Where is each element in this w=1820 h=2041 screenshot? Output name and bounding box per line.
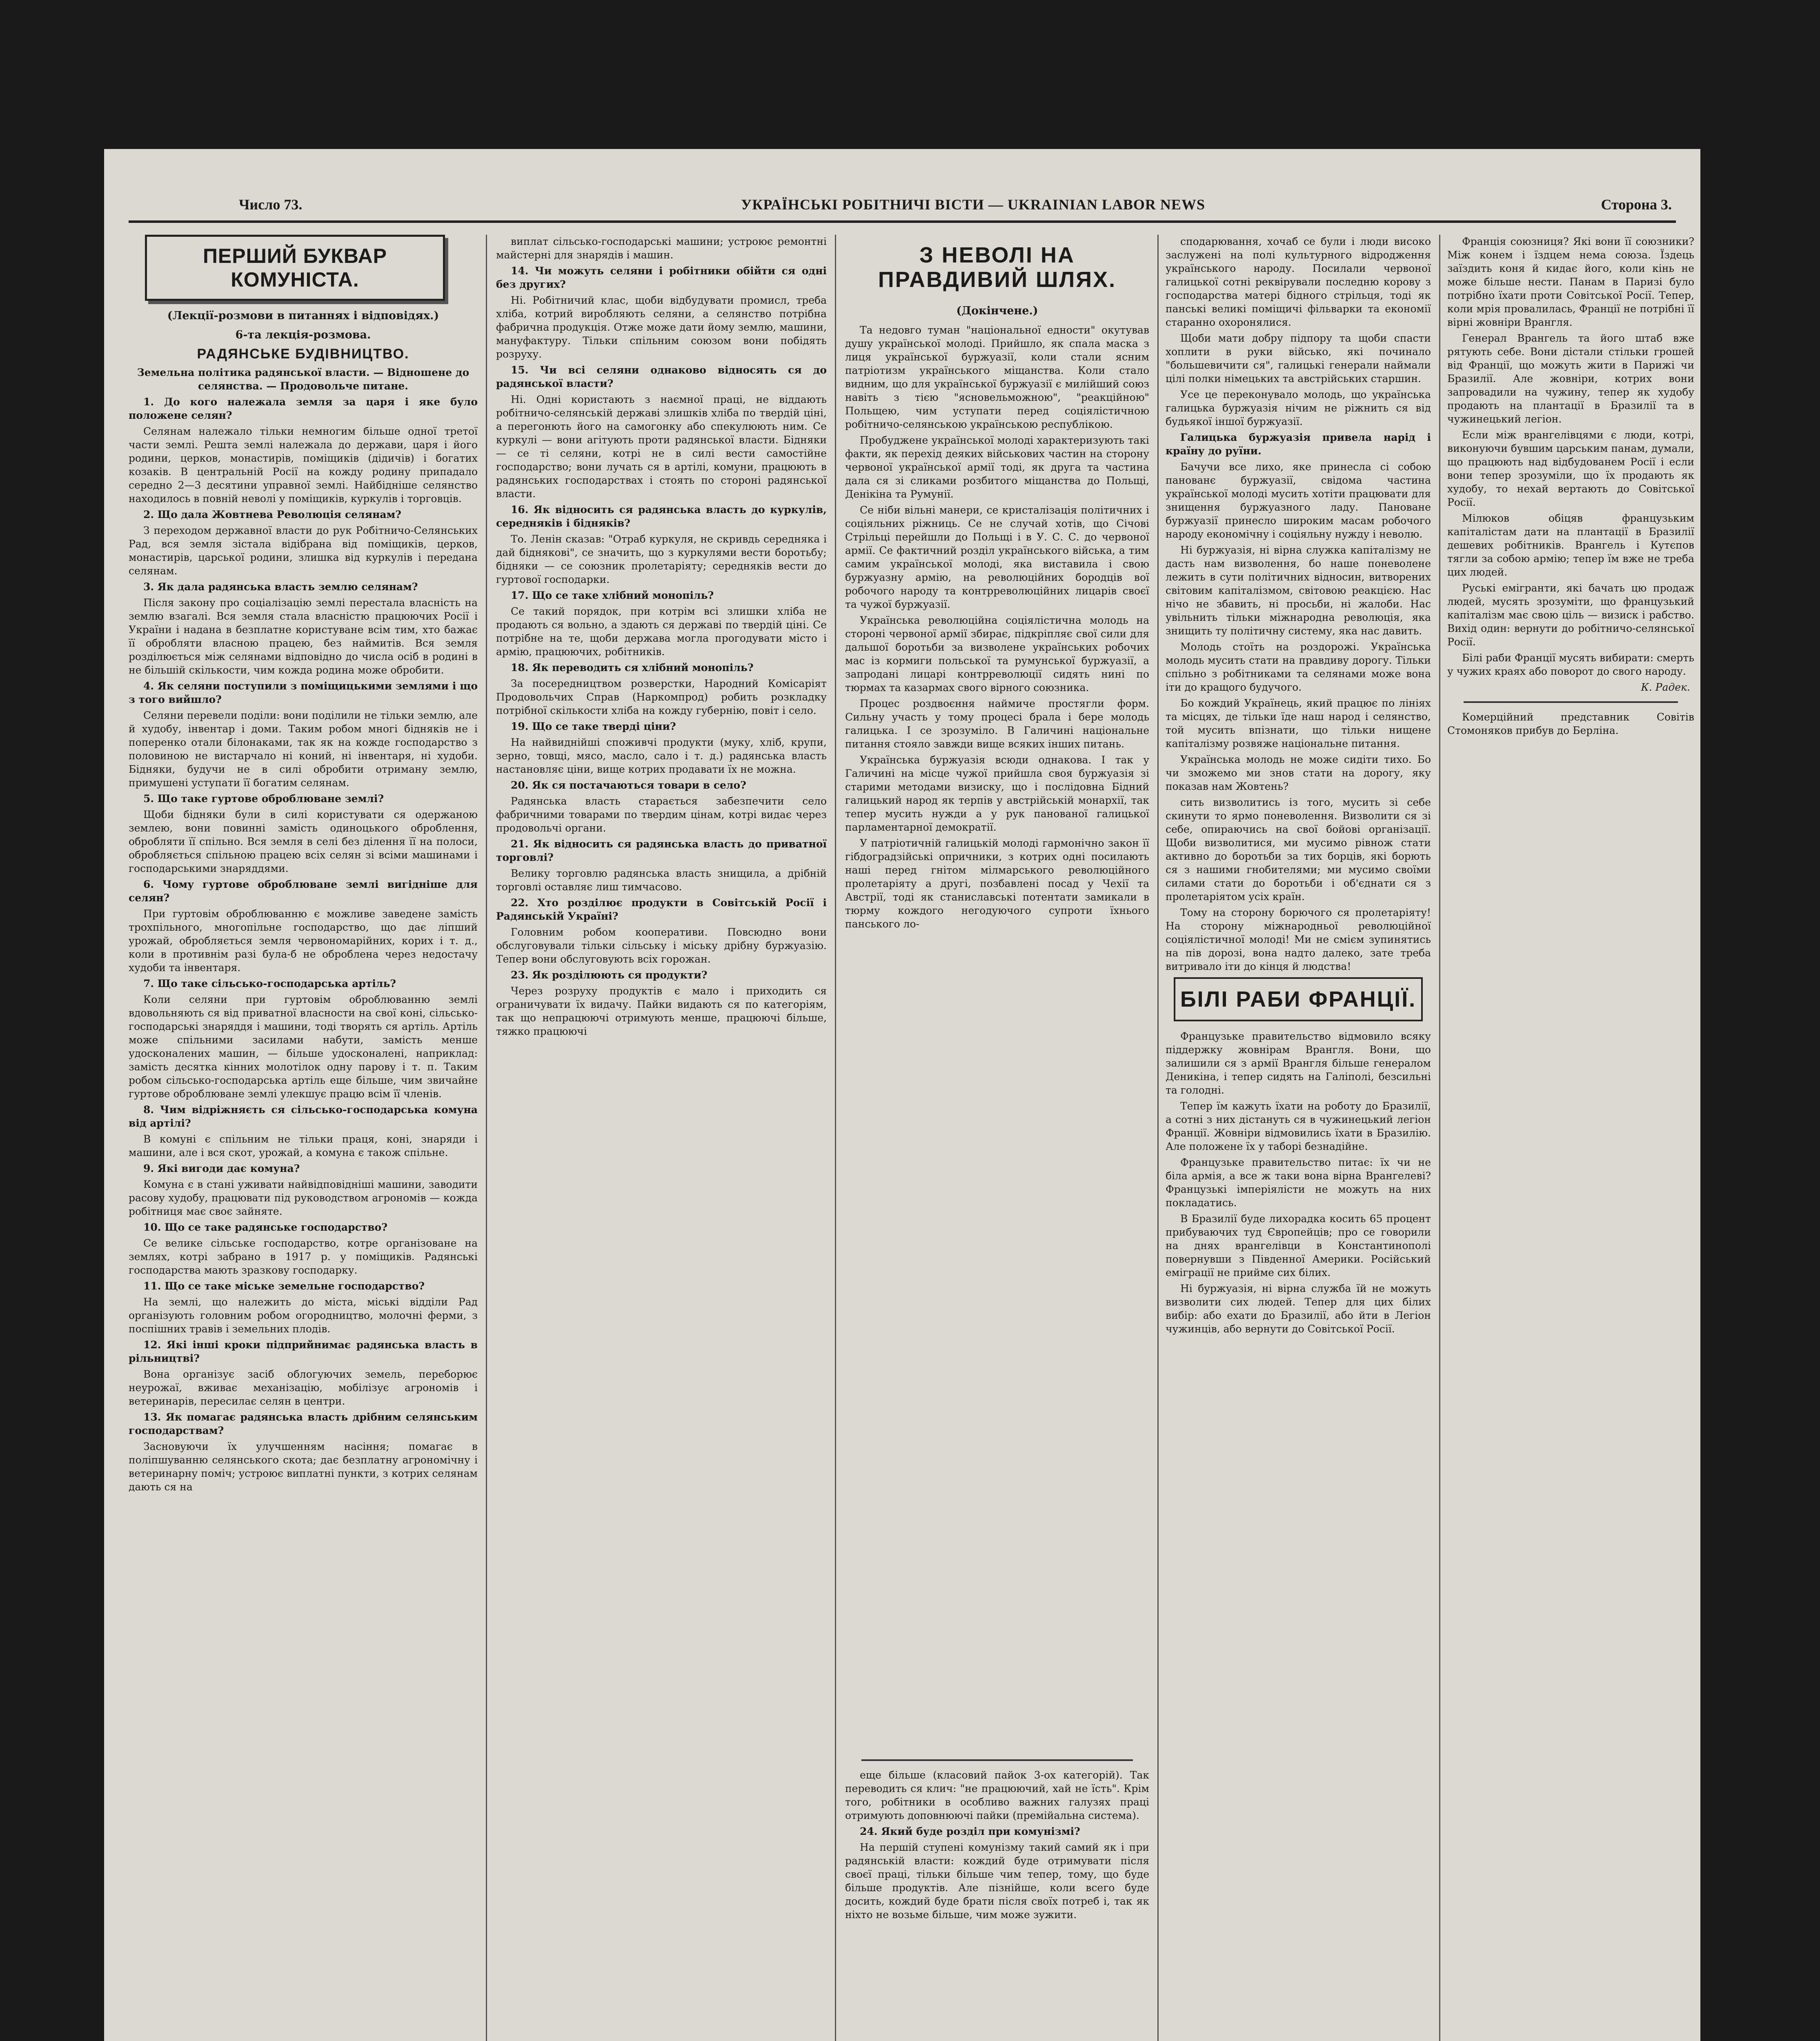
- page-number: Сторона 3.: [1601, 196, 1672, 213]
- paragraph: Білі раби Франції мусять вибирати: смерть у чужих краях або поворот до свого народу.: [1447, 652, 1694, 677]
- paragraph: На землі, що належить до міста, міські відділи Рад організують головним робом огородництво, молочні ферми, з поспішних травів і земельних плодів.: [129, 1296, 478, 1335]
- paragraph: 24. Який буде розділ при комунізмі?: [860, 1825, 1080, 1837]
- author-signature: К. Радек.: [1641, 681, 1690, 693]
- paragraph: Мілюков обіцяв французьким капіталістам дати на плантації в Бразилії дешевих робітників. Врангель і Кутєпов тягли за собою армію; тепер їм вже не треба цих людей.: [1447, 512, 1694, 578]
- paragraph: На першій ступені комунізму такий самий як і при радянській власти: кождий буде отримувати після своєї праці, тільки більше чим тепер, тому, що буде більше продуктів. Але пізнійше, коли всего буде досить, кождий буде брати після своїх потреб і, так як ніхто не возьме більше, чим може зужити.: [845, 1841, 1149, 1921]
- article-body: [1166, 796, 1431, 973]
- paragraph: Велику торговлю радянська власть знищила, а дрібній торговлі оставляє лиш тимчасово.: [496, 867, 827, 893]
- paragraph: Процес роздвоєння наймиче простягли форм. Сильну участь у тому процесі брала і бере молодь галицька. І се зрозуміло. В Галичині національне питання стояло завжди вище всяких інших питань.: [845, 698, 1149, 750]
- paragraph: 12. Які інші кроки підприйнимає радянська власть в рільництві?: [129, 1339, 478, 1364]
- paragraph: Се такий порядок, при котрім всі злишки хліба не продають ся вольно, а здають ся державі по твердій ціні. Се потрібне на те, щоби держава могла прогодувати місто і армію, працюючих, робітників.: [496, 605, 827, 658]
- article-body-continued: [845, 1768, 1149, 1921]
- paragraph: Українська буржуазія всюди однакова. І так у Галичині на місце чужої прийшла своя буржуазія зі старими методами визиску, що і послідовна Бідний галицький народ як терпів у австрійській монархії, так тепер мусить нужди а у рук панованої галицької парламентарної демократії.: [845, 754, 1149, 833]
- news-note: Комерційний представник Совітів Стомоняков прибув до Берліна.: [1447, 711, 1694, 736]
- paragraph: Українська молодь не може сидіти тихо. Бо чи зможемо ми знов стати на дорогу, яку показав нам Жовтень?: [1166, 754, 1431, 792]
- paragraph: 2. Що дала Жовтнева Революція селянам?: [143, 509, 401, 520]
- masthead: УКРАЇНСЬКІ РОБІТНИЧІ ВІСТИ — UKRAINIAN LABOR NEWS: [741, 196, 1205, 213]
- paragraph: 10. Що се таке радянське господарство?: [143, 1221, 387, 1233]
- section-heading: РАДЯНСЬКЕ БУДІВНИЦТВО.: [197, 346, 409, 362]
- issue-number: Число 73.: [239, 196, 303, 213]
- paragraph: 13. Як помагає радянська власть дрібним селянським господарствам?: [129, 1411, 478, 1436]
- paragraph: За посередництвом розверстки, Народний Комісаріят Продовольчих Справ (Наркомпрод) робить розкладку потрібної скількости хліба на кожду губернію, повіт і село.: [496, 678, 827, 716]
- paragraph: 23. Як розділюють ся продукти?: [511, 969, 708, 981]
- page-header: [129, 196, 1676, 223]
- section-lead: Земельна політика радянської власти. — Відношене до селянства. — Продовольче питане.: [137, 367, 469, 392]
- column-4: [1166, 235, 1431, 2041]
- paragraph: Галицька буржуазія привела нарід і країну до руїни.: [1166, 431, 1431, 457]
- paragraph: В комуні є спільним не тільки праця, коні, знаряди і машини, але і вся скот, урожай, а комуна є також спільне.: [129, 1133, 478, 1158]
- paragraph: 16. Як відносить ся радянська власть до куркулів, середняків і бідняків?: [496, 504, 827, 529]
- article-body: [845, 323, 1149, 1752]
- article-body: [129, 395, 478, 1494]
- paragraph: 5. Що таке гуртове оброблюване землі?: [143, 793, 384, 805]
- divider-line: [861, 1759, 1133, 1761]
- article-body: [1166, 460, 1431, 793]
- paragraph: 6. Чому гуртове оброблюване землі вигідніше для селян?: [129, 878, 478, 904]
- paragraph: 3. Як дала радянська власть землю селянам?: [143, 581, 418, 593]
- paragraph: 15. Чи всі селяни однаково відносять ся до радянської власти?: [496, 364, 827, 389]
- newspaper-scan: [104, 149, 1700, 2041]
- paragraph: виплат сільсько-господарські машини; устроює ремонтні майстерні для знарядів і машин.: [496, 236, 827, 261]
- paragraph: Засновуючи їх улучшенням насіння; помагає в поліпшуванню селянського скота; дає безплатну агрономічну і ветеринарну поміч; устроює виплатні пункти, з котрих селянам дають ся на: [129, 1441, 478, 1493]
- paragraph: Після закону про соціалізацію землі перестала власність на землю взагалі. Вся земля стала власністю працюючих Росії і України і надана в безплатне користуване всім тим, хто бажає її обробляти власною працею, без наймитів. Вся земля розділюється між селянами відповідно до числа осіб в родині в не більшій скількости, чим кожда родина може обробити.: [129, 597, 478, 676]
- column-divider: [835, 235, 836, 2041]
- paragraph: сить визволитись із того, мусить зі себе скинути то ярмо поневолення. Визволити ся зі себе, опираючись на свої бойові організації. Щоби визволитися, ми мусимо рівнож стати активно до боротьби за тих борців, які борють ся з нашими гнобителями; ми мусимо своїми силами стати до боротьби і об'єднати ся з пролетаріятом усіх країн.: [1166, 796, 1431, 903]
- paragraph: 21. Як відносить ся радянська власть до приватної торговлі?: [496, 838, 827, 863]
- paragraph: 19. Що се таке тверді ціни?: [511, 720, 676, 732]
- paragraph: Бо кождий Українець, який працює по лініях та місцях, де тільки їде наш народ і селянство, той мусить впізнати, що тільки нищене капіталізму розвяже національне питання.: [1166, 697, 1431, 749]
- paragraph: То. Ленін сказав: "Отраб куркуля, не скривдь середняка і дай біднякові", се значить, що з куркулями вести боротьбу; бідняки — се союзник пролетаріяту; середняків вести до гуртової господарки.: [496, 533, 827, 585]
- newspaper-page: [104, 149, 1700, 2041]
- paragraph: Руські емігранти, які бачать цю продаж людей, мусять зрозуміти, що французький капіталізм має свою ціль — визиск і рабство. Вихід один: вернути до робітничо-селянської Росії.: [1447, 582, 1694, 648]
- paragraph: На найвиднійші споживчі продукти (муку, хліб, крупи, зерно, товщі, мясо, масло, сало і т. д.) радянська власть настановляє ціни, вище котрих продавати їх не можна.: [496, 736, 827, 775]
- paragraph: Українська революційна соціялістична молодь на стороні червоної армії збирає, підкріпляє свої сили для дальшої боротьби за визволене українських робочих мас із кормиги польської та румунської буржуазії, а запродані лицарі контрреволюції сидять нині по тюрмах та казармах свого вірного союзника.: [845, 614, 1149, 694]
- paragraph: Радянська власть старається забезпечити село фабричними товарами по твердим цінам, котрі видає через продовольчі органи.: [496, 795, 827, 834]
- article-body: [1447, 235, 1694, 678]
- column-1: [129, 235, 478, 2041]
- paragraph: Та недовго туман "національної едности" окутував душу української молоді. Прийшло, як спала маска з лиця української буржуазії, коли стали ясним патріотизм українського міщанства. Коли стало видним, що для української буржуазії є милійший союз навіть з тією "ясновельможною", "реакційною" Польщею, чим уступати перед соціялістичною робітничо-селянською українською республікою.: [845, 324, 1149, 430]
- paragraph: Французьке правительство відмовило всяку піддержку жовнірам Врангля. Вони, що залишили ся з армії Врангля більше генералом Деникіна, і тепер сидять на Галіполі, безсильні та голодні.: [1166, 1030, 1431, 1096]
- paragraph: Тому на сторону борючого ся пролетаріяту! На сторону міжнародньої революційної соціялістичної молоді! Ми не смієм зупинятись на пів дорозі, вона надто далеко, зате треба витривало іти до кінця й людства!: [1166, 907, 1431, 972]
- paragraph: У патріотичній галицькій молоді гармонічно закон її гібдоградзійські опричники, з котрих одні посилають наші перед гнітом мілмарського революційного пролетаріяту а другі, позбавлені посад у Чехії та Австрії, тоді як станиславські потентати замикали в тюрму кождого негодуючого супроти їхнього панського ло-: [845, 837, 1149, 930]
- paragraph: Усе це переконувало молодь, що українська галицька буржуазія нічим не ріжнить ся від будьякої іншої буржуазії.: [1166, 389, 1431, 427]
- paragraph: 4. Як селяни поступили з поміщицькими землями і що з того вийшло?: [129, 680, 478, 705]
- paragraph: 7. Що таке сільсько-господарська артіль?: [143, 978, 396, 989]
- paragraph: Комуна є в стані уживати найвідповідніші машини, заводити расову худобу, працювати під руководством агрономів — кожда робітниця має своє зайняте.: [129, 1178, 478, 1217]
- column-divider: [486, 235, 487, 2041]
- column-2: [496, 235, 827, 2041]
- paragraph: Селянам належало тільки немногим більше одної третої части землі. Решта землі належала до держави, царя і його родини, церков, монастирів, поміщиків (дідичів) і богатих козаків. В центральній Росії на кожду родину припадало середно 2—3 десятини управної землі. Найбідніше селянство находилось в повній неволі у поміщиків, куркулів і торговців.: [129, 425, 478, 505]
- paragraph: Се велике сільське господарство, котре організоване на землях, котрі забрано в 1917 р. у поміщиків. Радянські господарства мають зразкову господарку.: [129, 1237, 478, 1276]
- paragraph: 14. Чи можуть селяни і робітники обійти ся одні без других?: [496, 265, 827, 290]
- paragraph: Молодь стоїть на роздорожі. Українська молодь мусить стати на правдиву дорогу. Тільки спільно з робітниками та селянами може вона іти до кращого будучого.: [1166, 641, 1431, 693]
- column-5: [1447, 235, 1694, 2041]
- paragraph: Се ніби вільні манери, се кристалізація політичних і соціяльних ріжниць. Се не случай хотів, що Січові Стрільці перейшли до Польщі і в У. С. С. до червоної армії. Се фактичний розділ українського війська, а тим самим української молоді, яка виставила і свою буржуазну армію, на революційних бородців вої робочого народу та контрреволюційних лицарів своєї та чужої буржуазії.: [845, 504, 1149, 610]
- paragraph: сподарювання, хочаб се були і люди високо заслужені на полі культурного відродження українського народу. Посилали червоної галицької сотні реквірували последню корову з господарства матері бідного стрільця, тоді як панські великі поміщичі фільварки та економії старанно охоронялися.: [1166, 236, 1431, 328]
- divider-line: [1464, 701, 1678, 703]
- column-divider: [1439, 235, 1440, 2041]
- paragraph: 17. Що се таке хлібний монопіль?: [511, 589, 714, 601]
- article-body: [496, 235, 827, 1038]
- paragraph: Ні. Робітничий клас, щоби відбудувати промисл, треба хліба, котрий виробляють селяни, а селянство потрібна фабрична продукція. Отже може дати йому землю, машини, мануфактуру. Тільки спільним союзом вони побідять розруху.: [496, 294, 827, 360]
- paragraph: Щоби мати добру підпору та щоби спасти хоплити в руки військо, які починало "большевичити ся", галицькі генерали наймали цілі полки німецьких та австрійських старшин.: [1166, 332, 1431, 385]
- paragraph: Через розруху продуктів є мало і приходить ся ограничувати їх видачу. Пайки видають ся по категоріям, так що непрацюючі отримують менше, працюючі більше, тяжко працюючі: [496, 985, 827, 1037]
- paragraph: Головним робом кооперативи. Повсюдно вони обслуговували тільки сільську і міську дрібну буржуазію. Тепер вони обслуговують всіх горожан.: [496, 926, 827, 965]
- article-body: [1166, 1029, 1431, 1336]
- paragraph: Франція союзниця? Які вони її союзники? Між конем і їздцем нема союза. Їздець заїздить коня й кидає його, коли кінь не може більше нести. Панам в Паризі було потрібно їхати проти Совітської Росії. Тепер, коли мрія провалилась, Франції не потрібні її вірні жовніри Врангля.: [1447, 236, 1694, 328]
- article-subtitle: (Лекції-розмови в питаннях і відповідях.): [167, 309, 439, 322]
- lecture-number: 6-та лекція-розмова.: [235, 329, 371, 341]
- paragraph: 11. Що се таке міське земельне господарство?: [143, 1280, 425, 1292]
- paragraph: 1. До кого належала земля за царя і яке було положене селян?: [129, 396, 478, 421]
- column-3: [845, 235, 1149, 2041]
- paragraph: Французьке правительство питає: їх чи не біла армія, а все ж таки вона вірна Врангелеві? Французькі імперіялісти не можуть на них покладатись.: [1166, 1156, 1431, 1209]
- paragraph: 18. Як переводить ся хлібний монопіль?: [511, 662, 754, 674]
- article-title-white-slaves: БІЛІ РАБИ ФРАНЦІЇ.: [1174, 977, 1423, 1021]
- paragraph: еще більше (класовий пайок 3-ох категорій). Так переводить ся клич: "не працюючий, хай не їсть". Крім того, робітники в особливо важних галузях праці отримують доповнюючі пайки (премійальна система).: [845, 1769, 1149, 1821]
- column-divider: [1157, 235, 1159, 2041]
- paragraph: Ні буржуазія, ні вірна служба їй не можуть визволити сих людей. Тепер для цих білих вибір: або ехати до Бразилії, або йти в Легіон чужинців, або вернути до Совітської Росії.: [1166, 1283, 1431, 1335]
- article-body: [1166, 235, 1431, 458]
- paragraph: Ні. Одні користають з наємної праці, не віддають робітничо-селянській державі злишків хліба по твердій ціні, а перегонють його на самогонку або спекулюють ним. Се куркулі — вони агітують проти радянської власти. Бідняки — се ті селяни, котрі не в силі вести самостійне господарство; вони лучать ся в артілі, комуни, працюють в радянських господарствах і стоять по стороні радянської власти.: [496, 394, 827, 500]
- paragraph: В Бразилії буде лихорадка косить 65 процент прибуваючих туд Європейців; про се говорили на днях врангелівци в Константинополі повернувши з Південної Америки. Російський еміграції не прийме сих білих.: [1166, 1213, 1431, 1278]
- paragraph: 20. Як ся постачаються товари в село?: [511, 779, 746, 791]
- article-title-captivity: З НЕВОЛІ НА ПРАВДИВИЙ ШЛЯХ.: [878, 243, 1117, 292]
- paragraph: Коли селяни при гуртовім оброблюванню землі вдовольняють ся від приватної власности на свої коні, сільсько-господарські знаряддя і машини, тоді творять ся артіль. Артіль може спільними засилами набути, замість менше удосконалених машин, — більше удосконалені, наприклад: замість десятка кінних молотілок одну парову і т. п. Таким робом сільсько-господарська артіль еще більше, чим звичайне гуртове оброблюване землі улекшує працю всім її членів.: [129, 994, 478, 1100]
- paragraph: Селяни перевели поділи: вони поділили не тільки землю, але й худобу, інвентар і доми. Таким робом многі бідняків не і поперенко отали білонаками, так як на кожде господарство з половиною не вистарчало ні коний, ні інвентаря, ні худоби. Бідняки, будучи не в силі обробити отриману землю, примушені уступати її богатим селянам.: [129, 709, 478, 789]
- paragraph: 9. Які вигоди дає комуна?: [143, 1163, 300, 1174]
- paragraph: З переходом державної власти до рук Робітничо-Селянських Рад, вся земля зістала відібрана від поміщиків, церков, монастирів, царської родини, злишка від куркулів і передана селянам.: [129, 525, 478, 577]
- paragraph: Ні буржуазія, ні вірна служка капіталізму не дасть нам визволення, бо наше поневолене лежить в сути політичних відносин, витворених світовим капіталізмом, світовою реакцією. Нас нічо не збавить, ні просьби, ні жалоби. Нас увільнить тільки міжнародна революція, яка знищить ту політичну систему, яка нас давить.: [1166, 544, 1431, 637]
- continued-note: (Докінчене.): [956, 305, 1038, 317]
- paragraph: Тепер їм кажуть їхати на роботу до Бразилії, а сотні з них дістануть ся в чужинецький легіон Франції. Жовніри відмовились їхати в Бразилію. Але положене їх у таборі безнадійне.: [1166, 1100, 1431, 1152]
- paragraph: 8. Чим відріжняєть ся сільсько-господарська комуна від артілі?: [129, 1104, 478, 1129]
- paragraph: 22. Хто розділює продукти в Совітській Росії і Радянській Україні?: [496, 897, 827, 922]
- paragraph: Генерал Врангель та його штаб вже рятують себе. Вони дістали стільки грошей від Франції, що можуть жити в Парижі чи Бразилії. Але жовніри, котрих вони запровадили на чужину, тепер як худобу продають на плантації в Бразилії та в чужинецький легіон.: [1447, 332, 1694, 425]
- paragraph: Вона організує засіб облогуючих земель, переборює неурожаї, вживає механізацію, мобілізує агрономів і ветеринарів, пересилає селян в центри.: [129, 1368, 478, 1407]
- paragraph: Пробуджене української молоді характеризують такі факти, як перехід деяких військових частин на сторону червоної української армії тоді, як друга та частина дала ся зі сликами розбитого міщанства до Польщі, Денікіна та Румунії.: [845, 434, 1149, 500]
- paragraph: Если між врангелівцями є люди, котрі, виконуючи бувшим царським панам, думали, що працюють над відбудованем Росії і если вони тепер зрозуміли, що їх продають як худобу, то нехай вертають до Совітської Росії.: [1447, 429, 1694, 508]
- paragraph: Щоби бідняки були в силі користувати ся одержаною землею, вони повинні замість одиноцького оброблення, обробляти її спільно. Вся земля в селі без ділення її на полоси, обробляється спільною працею всіх селян зі всіми машинами і господарськими знаряддями.: [129, 809, 478, 874]
- paragraph: При гуртовім оброблюванню є можливе заведене замість трохпільного, многопільне господарство, що дає ліпший урожай, обробляється земля червономарійних, корих і т. д., коли в противнім разі була-б не оброблена через недостачу худоби та інвентаря.: [129, 908, 478, 974]
- paragraph: Бачучи все лихо, яке принесла сі собою панованє буржуазії, свідома частина української молоді мусить хотіти працювати для знищення буржуазного ладу. Пановане буржуазії принесло широким масам робочого народу економічну і соціяльну нужду і неволю.: [1166, 461, 1431, 540]
- article-title-primer: ПЕРШИЙ БУКВАР КОМУНІСТА.: [145, 235, 445, 301]
